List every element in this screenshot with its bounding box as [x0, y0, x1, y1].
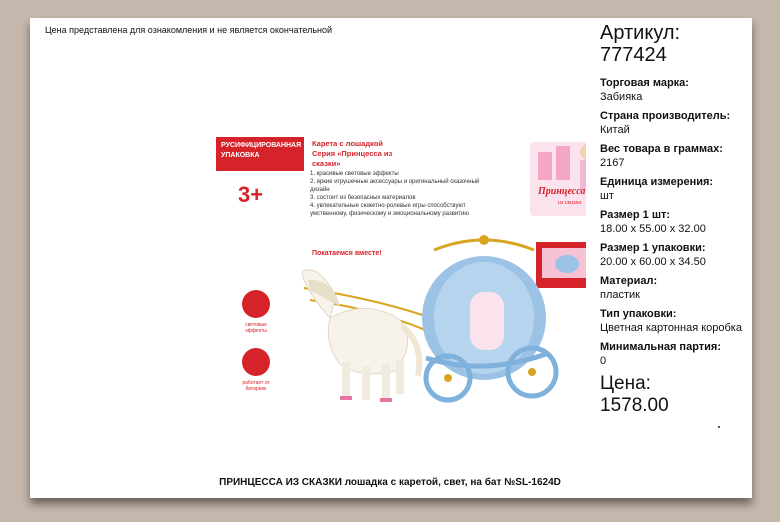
feature-item: 1. красивые световые эффекты: [310, 171, 399, 177]
product-photo: [212, 130, 586, 418]
price-notice: Цена представлена для ознакомления и не является окончательной: [45, 25, 333, 35]
princess-logo: [530, 142, 586, 216]
spec-key: Вес товара в граммах:: [600, 143, 723, 155]
article-number: 777424: [600, 44, 667, 66]
spec-key: Минимальная партия:: [600, 341, 721, 353]
spec-value: пластик: [600, 289, 640, 301]
spec-row: [600, 340, 750, 368]
feature-item: 4. увлекательные сюжетно-ролевые игры способствуют умственному, физическому и эмоциональному развитию: [310, 203, 469, 217]
spec-row: [600, 208, 750, 236]
price-label: Цена:: [600, 373, 651, 394]
spec-key: Материал:: [600, 275, 658, 287]
logo-text: Принцесса: [538, 186, 586, 197]
spec-row: [600, 76, 750, 104]
horse: [302, 270, 419, 402]
price-value: 1578.00: [600, 395, 669, 416]
feature-item: 2. яркие игрушечные аксессуары и оригинальный сказочный дизайн: [310, 179, 480, 193]
spec-key: Единица измерения:: [600, 176, 714, 188]
spec-row: [600, 274, 750, 302]
spec-value: 18.00 x 55.00 x 32.00: [600, 223, 706, 235]
spec-value: 0: [600, 355, 607, 367]
spec-key: Тип упаковки:: [600, 308, 677, 320]
russified-package-badge: РУСИФИЦИРОВАННАЯ УПАКОВКА: [216, 137, 304, 171]
spec-value: шт: [600, 190, 614, 202]
product-illustration: [212, 130, 586, 418]
carriage: [422, 235, 556, 400]
spec-row: [600, 307, 750, 335]
spec-key: Размер 1 упаковки:: [600, 242, 706, 254]
svg-text:из сказки: из сказки: [558, 200, 582, 206]
package-box-image: [536, 242, 586, 288]
spec-value: 20.00 x 60.00 x 34.50: [600, 256, 706, 268]
spec-value: 2167: [600, 157, 625, 169]
spec-value: Забияка: [600, 91, 643, 103]
dot-marker: [718, 426, 720, 428]
spec-row: [600, 142, 750, 170]
spec-key: Размер 1 шт:: [600, 209, 671, 221]
spec-row: [600, 109, 750, 137]
box-title-line2: Серия «Принцесса из сказки»: [312, 149, 393, 168]
spec-row: [600, 241, 750, 269]
product-caption: ПРИНЦЕССА ИЗ СКАЗКИ лошадка с каретой, свет, на бат №SL-1624D: [219, 477, 561, 488]
battery-label: работает от батареек: [242, 380, 270, 392]
light-effects-label: световые эффекты: [245, 322, 267, 334]
article-label: Артикул:: [600, 22, 681, 44]
product-card: [30, 18, 752, 498]
spec-row: [600, 175, 750, 203]
box-title-line1: Карета с лошадкой: [312, 139, 383, 148]
feature-item: 3. состоит из безопасных материалов: [310, 195, 416, 201]
spec-panel: [600, 22, 750, 417]
spec-value: Цветная картонная коробка: [600, 322, 742, 334]
spec-key: Страна производитель:: [600, 110, 731, 122]
spec-key: Торговая марка:: [600, 77, 689, 89]
spec-value: Китай: [600, 124, 630, 136]
slogan: Покатаемся вместе!: [312, 250, 382, 257]
age-label: 3+: [238, 182, 264, 207]
